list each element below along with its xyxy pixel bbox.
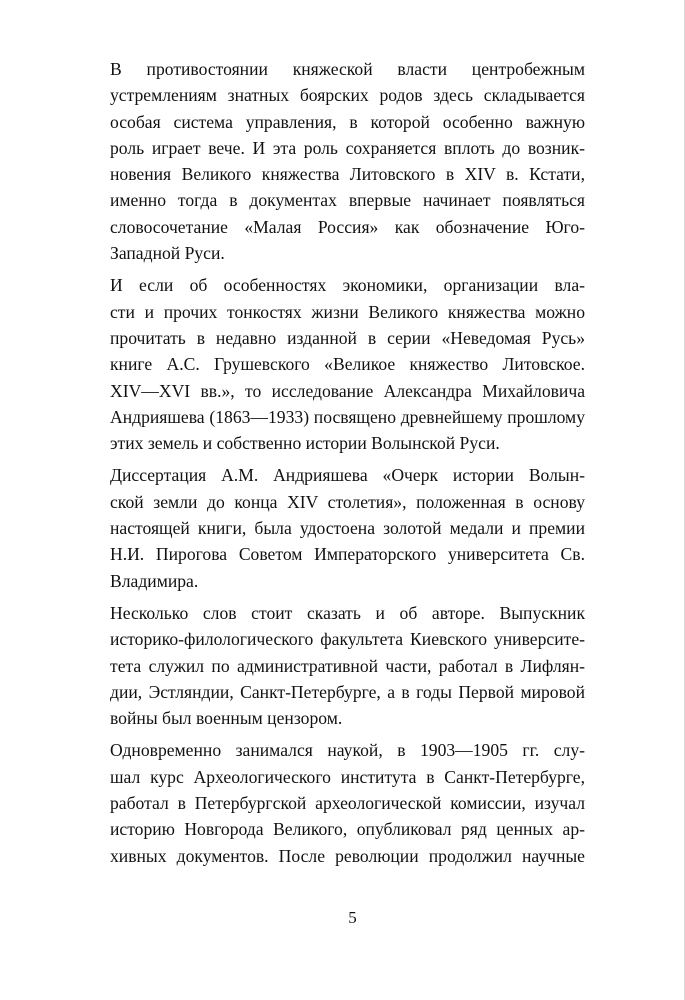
text-line: именно тогда в документах впервые начинает появляться (110, 190, 585, 211)
text-line: дии, Эстляндии, Санкт-Петербурге, а в годы Первой мировой (110, 681, 585, 702)
text-line: войны был военным цензором. (110, 708, 343, 729)
text-line: словосочетание «Малая Россия» как обозначение Юго- (110, 216, 585, 237)
text-line: тета служил по административной части, работал в Лифлян- (110, 655, 585, 676)
text-line: историю Новгорода Великого, опубликовал ряд ценных ар- (110, 819, 585, 840)
text-line: устремлениям знатных боярских родов здесь складывается (110, 85, 585, 106)
paragraph (82, 462, 585, 593)
text-line: Западной Руси. (110, 243, 225, 264)
text-line: И если об особенностях экономики, организации вла- (110, 275, 585, 296)
text-line: XIV—XVI вв.», то исследование Александра Михайловича (110, 380, 585, 401)
text-line: шал курс Археологического института в Санкт-Петербурге, (110, 766, 585, 787)
text-line: прочитать в недавно изданной в серии «Неведомая Русь» (110, 327, 585, 348)
paragraph (82, 56, 585, 266)
text-line: новения Великого княжества Литовского в XIV в. Кстати, (110, 164, 585, 185)
text-line: ской земли до конца XIV столетия», положенная в основу (110, 491, 585, 512)
text-line: роль играет вече. И эта роль сохраняется вплоть до возник- (110, 137, 585, 158)
text-line: Диссертация А.М. Андрияшева «Очерк истории Волын- (110, 465, 585, 486)
body-text (82, 56, 585, 875)
text-line: этих земель и собственно истории Волынской Руси. (110, 433, 500, 454)
text-line: Несколько слов стоит сказать и об авторе. Выпускник (110, 602, 585, 623)
text-line: настоящей книги, была удостоена золотой медали и премии (110, 518, 585, 539)
page-number: 5 (348, 908, 357, 927)
text-line: сти и прочих тонкостях жизни Великого княжества можно (110, 301, 585, 322)
text-line: Андрияшева (1863—1933) посвящено древнейшему прошлому (110, 406, 585, 427)
paragraph (82, 600, 585, 731)
text-line: Н.И. Пирогова Советом Императорского университета Св. (110, 544, 585, 565)
paragraph (82, 737, 585, 868)
text-line: хивных документов. После революции продолжил научные (110, 845, 585, 866)
text-line: особая система управления, в которой особенно важную (110, 111, 585, 132)
text-line: работал в Петербургской археологической комиссии, изучал (110, 793, 585, 814)
paragraph (82, 272, 585, 456)
text-line: В противостоянии княжеской власти центробежным (110, 59, 585, 79)
text-line: книге А.С. Грушевского «Великое княжество Литовское. (110, 354, 585, 375)
text-line: Владимира. (110, 570, 199, 591)
text-line: историко-филологического факультета Киевского университе- (110, 629, 585, 650)
text-line: Одновременно занимался наукой, в 1903—1905 гг. слу- (110, 740, 585, 761)
